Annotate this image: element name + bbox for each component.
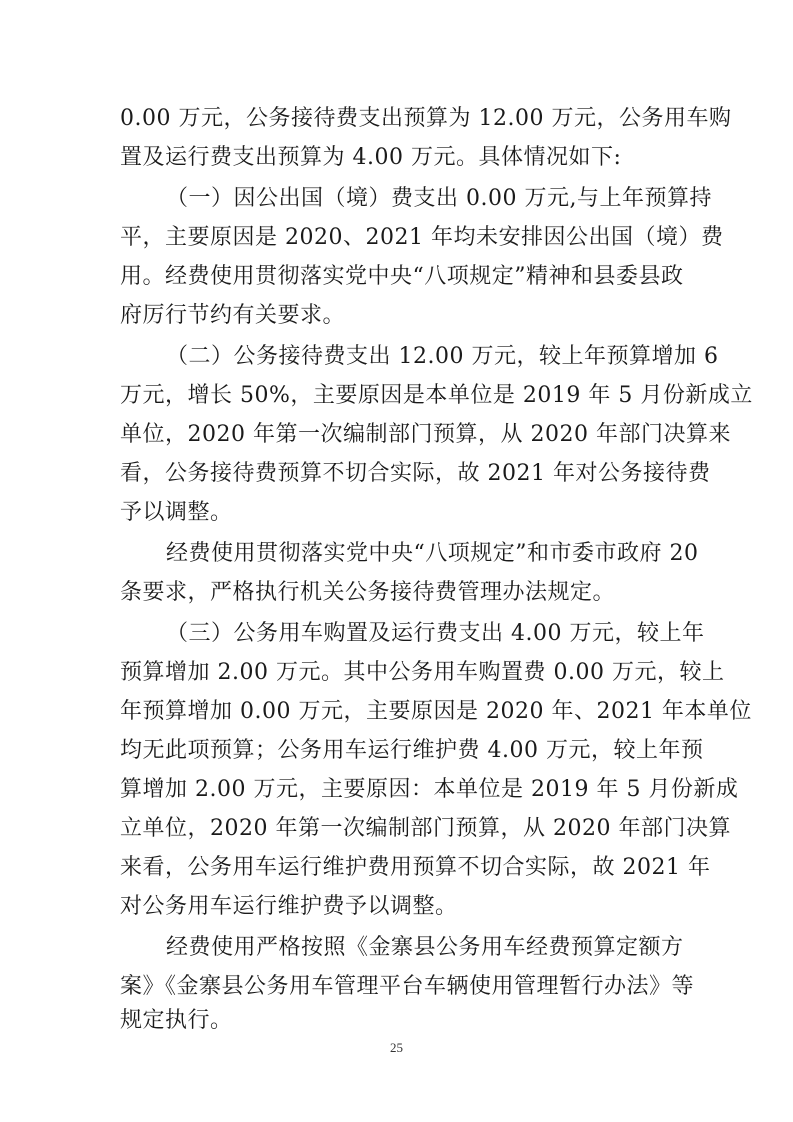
text-line: 规定执行。 [120, 1008, 233, 1033]
text-line: 算增加 2.00 万元，主要原因：本单位是 2019 年 5 月份新成 [120, 777, 739, 802]
text-line: 平，主要原因是 2020、2021 年均未安排因公出国（境）费 [120, 225, 724, 250]
text-line: 立单位，2020 年第一次编制部门预算，从 2020 年部门决算 [120, 816, 731, 841]
text-line: 年预算增加 0.00 万元，主要原因是 2020 年、2021 年本单位 [120, 699, 752, 724]
text-line: （三）公务用车购置及运行费支出 4.00 万元，较上年 [166, 621, 705, 646]
text-line: 经费使用贯彻落实党中央“八项规定”和市委市政府 20 [166, 541, 699, 566]
text-line: （一）因公出国（境）费支出 0.00 万元,与上年预算持 [166, 186, 712, 211]
text-line: 0.00 万元，公务接待费支出预算为 12.00 万元，公务用车购 [120, 106, 732, 131]
text-line: 经费使用严格按照《金寨县公务用车经费预算定额方 [166, 935, 684, 960]
text-line: 置及运行费支出预算为 4.00 万元。具体情况如下: [120, 145, 622, 170]
text-line: 万元，增长 50%，主要原因是本单位是 2019 年 5 月份新成立 [120, 383, 753, 408]
text-line: 来看，公务用车运行维护费用预算不切合实际，故 2021 年 [120, 855, 711, 880]
text-line: 单位，2020 年第一次编制部门预算，从 2020 年部门决算来 [120, 422, 731, 447]
text-line: 用。经费使用贯彻落实党中央“八项规定”精神和县委县政 [120, 264, 684, 289]
text-line: 府厉行节约有关要求。 [120, 303, 346, 328]
text-line: 对公务用车运行维护费予以调整。 [120, 894, 458, 919]
text-line: 预算增加 2.00 万元。其中公务用车购置费 0.00 万元，较上 [120, 660, 725, 685]
text-line: 条要求，严格执行机关公务接待费管理办法规定。 [120, 580, 616, 605]
text-line: （二）公务接待费支出 12.00 万元，较上年预算增加 6 [166, 344, 719, 369]
text-line: 予以调整。 [120, 500, 233, 525]
text-line: 案》《金寨县公务用车管理平台车辆使用管理暂行办法》等 [120, 974, 695, 999]
text-line: 看，公务接待费预算不切合实际，故 2021 年对公务接待费 [120, 461, 711, 486]
text-line: 均无此项预算；公务用车运行维护费 4.00 万元，较上年预 [120, 738, 704, 763]
page-number: 25 [390, 1040, 403, 1055]
